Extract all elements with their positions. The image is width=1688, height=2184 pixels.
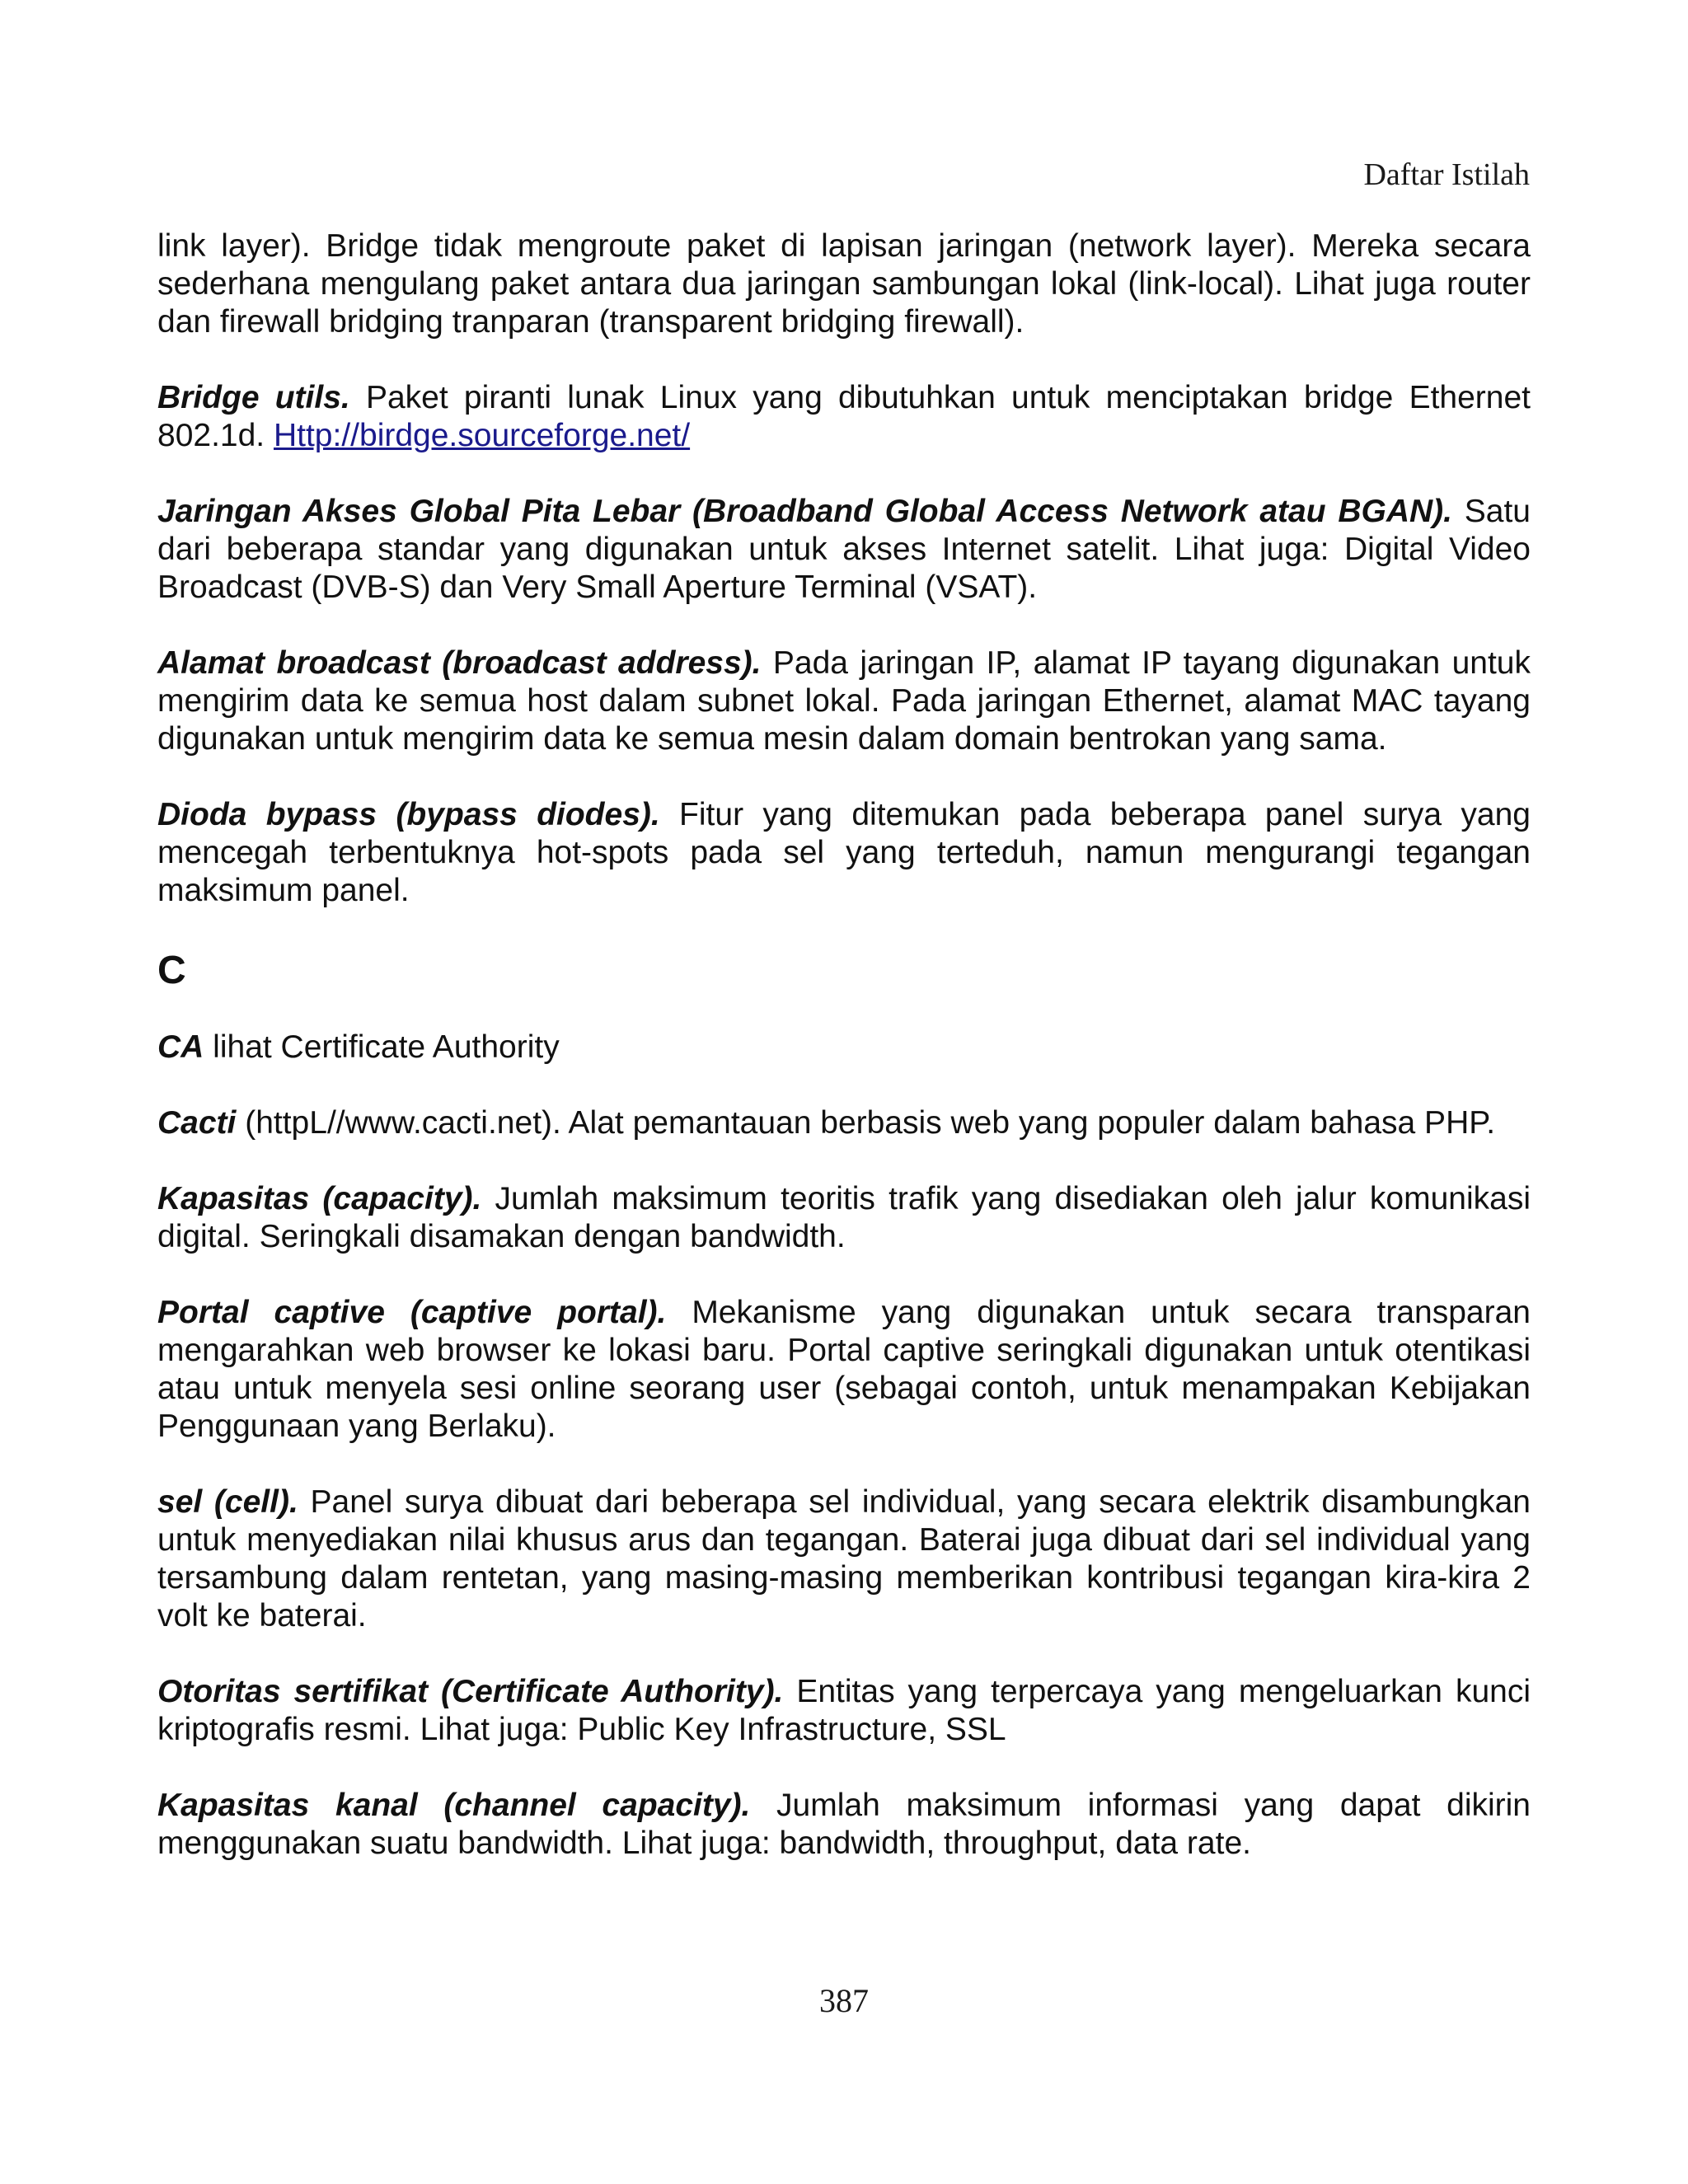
entry-text: lihat Certificate Authority	[204, 1029, 560, 1065]
glossary-entry-cell	[157, 1483, 1531, 1635]
bridge-utils-link[interactable]: Http://birdge.sourceforge.net/	[273, 418, 691, 453]
entry-term: Bridge utils.	[157, 380, 350, 415]
entry-term: Kapasitas kanal (channel capacity).	[157, 1788, 751, 1823]
entry-term: Cacti	[157, 1105, 237, 1141]
entry-text: Satu dari beberapa standar yang digunakan untuk akses Internet satelit. Lihat juga: Digital Video Broadcast (DVB-S) dan Very Small Aperture Terminal (VSAT).	[157, 494, 1531, 605]
glossary-entry-certificate-authority	[157, 1673, 1531, 1749]
entry-text: Panel surya dibuat dari beberapa sel individual, yang secara elektrik disambungkan untuk menyediakan nilai khusus arus dan tegangan. Baterai juga dibuat dari sel individual yang tersambung dalam rentetan, yang masing-masing memberikan kontribusi tegangan kira-kira 2 volt ke baterai.	[157, 1484, 1531, 1633]
page-number: 387	[819, 1982, 869, 2019]
running-header: Daftar Istilah	[1363, 157, 1530, 192]
entry-text: Entitas yang terpercaya yang mengeluarkan kunci kriptografis resmi. Lihat juga: Public Key Infrastructure, SSL	[157, 1674, 1531, 1747]
entry-text: link layer). Bridge tidak mengroute paket di lapisan jaringan (network layer). Mereka secara sederhana mengulang paket antara dua jaringan sambungan lokal (link-local). Lihat juga router dan firewall bridging tranparan (transparent bridging firewall).	[157, 228, 1531, 340]
glossary-entry-captive-portal	[157, 1294, 1531, 1446]
entry-text: Pada jaringan IP, alamat IP tayang digunakan untuk mengirim data ke semua host dalam subnet lokal. Pada jaringan Ethernet, alamat MAC tayang digunakan untuk mengirim data ke semua mesin dalam domain bentrokan yang sama.	[157, 645, 1531, 757]
entry-term: Alamat broadcast (broadcast address).	[157, 645, 762, 681]
glossary-entry-cacti	[157, 1104, 1531, 1142]
entry-text: Mekanisme yang digunakan untuk secara transparan mengarahkan web browser ke lokasi baru. Portal captive seringkali digunakan untuk otentikasi atau untuk menyela sesi online seorang user (sebagai contoh, untuk menampakan Kebijakan Penggunaan yang Berlaku).	[157, 1295, 1531, 1444]
glossary-entry-bgan	[157, 493, 1531, 607]
glossary-entry-continuation	[157, 227, 1531, 341]
glossary-content	[157, 227, 1531, 1900]
entry-term: Portal captive (captive portal).	[157, 1295, 667, 1330]
entry-term: Kapasitas (capacity).	[157, 1181, 482, 1216]
glossary-entry-capacity	[157, 1180, 1531, 1256]
entry-term: Otoritas sertifikat (Certificate Authority).	[157, 1674, 784, 1709]
glossary-entry-bypass-diodes	[157, 796, 1531, 910]
entry-text: Jumlah maksimum informasi yang dapat dikirin menggunakan suatu bandwidth. Lihat juga: bandwidth, throughput, data rate.	[157, 1788, 1531, 1861]
entry-term: Dioda bypass (bypass diodes).	[157, 797, 660, 832]
entry-term: CA	[157, 1029, 204, 1065]
glossary-entry-broadcast-address	[157, 644, 1531, 758]
section-letter-heading: C	[157, 949, 186, 992]
entry-text: (httpL//www.cacti.net). Alat pemantauan berbasis web yang populer dalam bahasa PHP.	[236, 1105, 1496, 1141]
entry-text: Paket piranti lunak Linux yang dibutuhkan untuk menciptakan bridge Ethernet 802.1d.	[157, 380, 1531, 453]
glossary-entry-channel-capacity	[157, 1787, 1531, 1863]
entry-text: Jumlah maksimum teoritis trafik yang disediakan oleh jalur komunikasi digital. Seringkali disamakan dengan bandwidth.	[157, 1181, 1531, 1254]
glossary-entry-ca	[157, 1029, 1531, 1066]
entry-term: sel (cell).	[157, 1484, 298, 1520]
glossary-entry-bridge-utils	[157, 379, 1531, 455]
entry-term: Jaringan Akses Global Pita Lebar (Broadband Global Access Network atau BGAN).	[157, 494, 1452, 529]
entry-text: Fitur yang ditemukan pada beberapa panel surya yang mencegah terbentuknya hot-spots pada sel yang terteduh, namun mengurangi tegangan maksimum panel.	[157, 797, 1531, 908]
